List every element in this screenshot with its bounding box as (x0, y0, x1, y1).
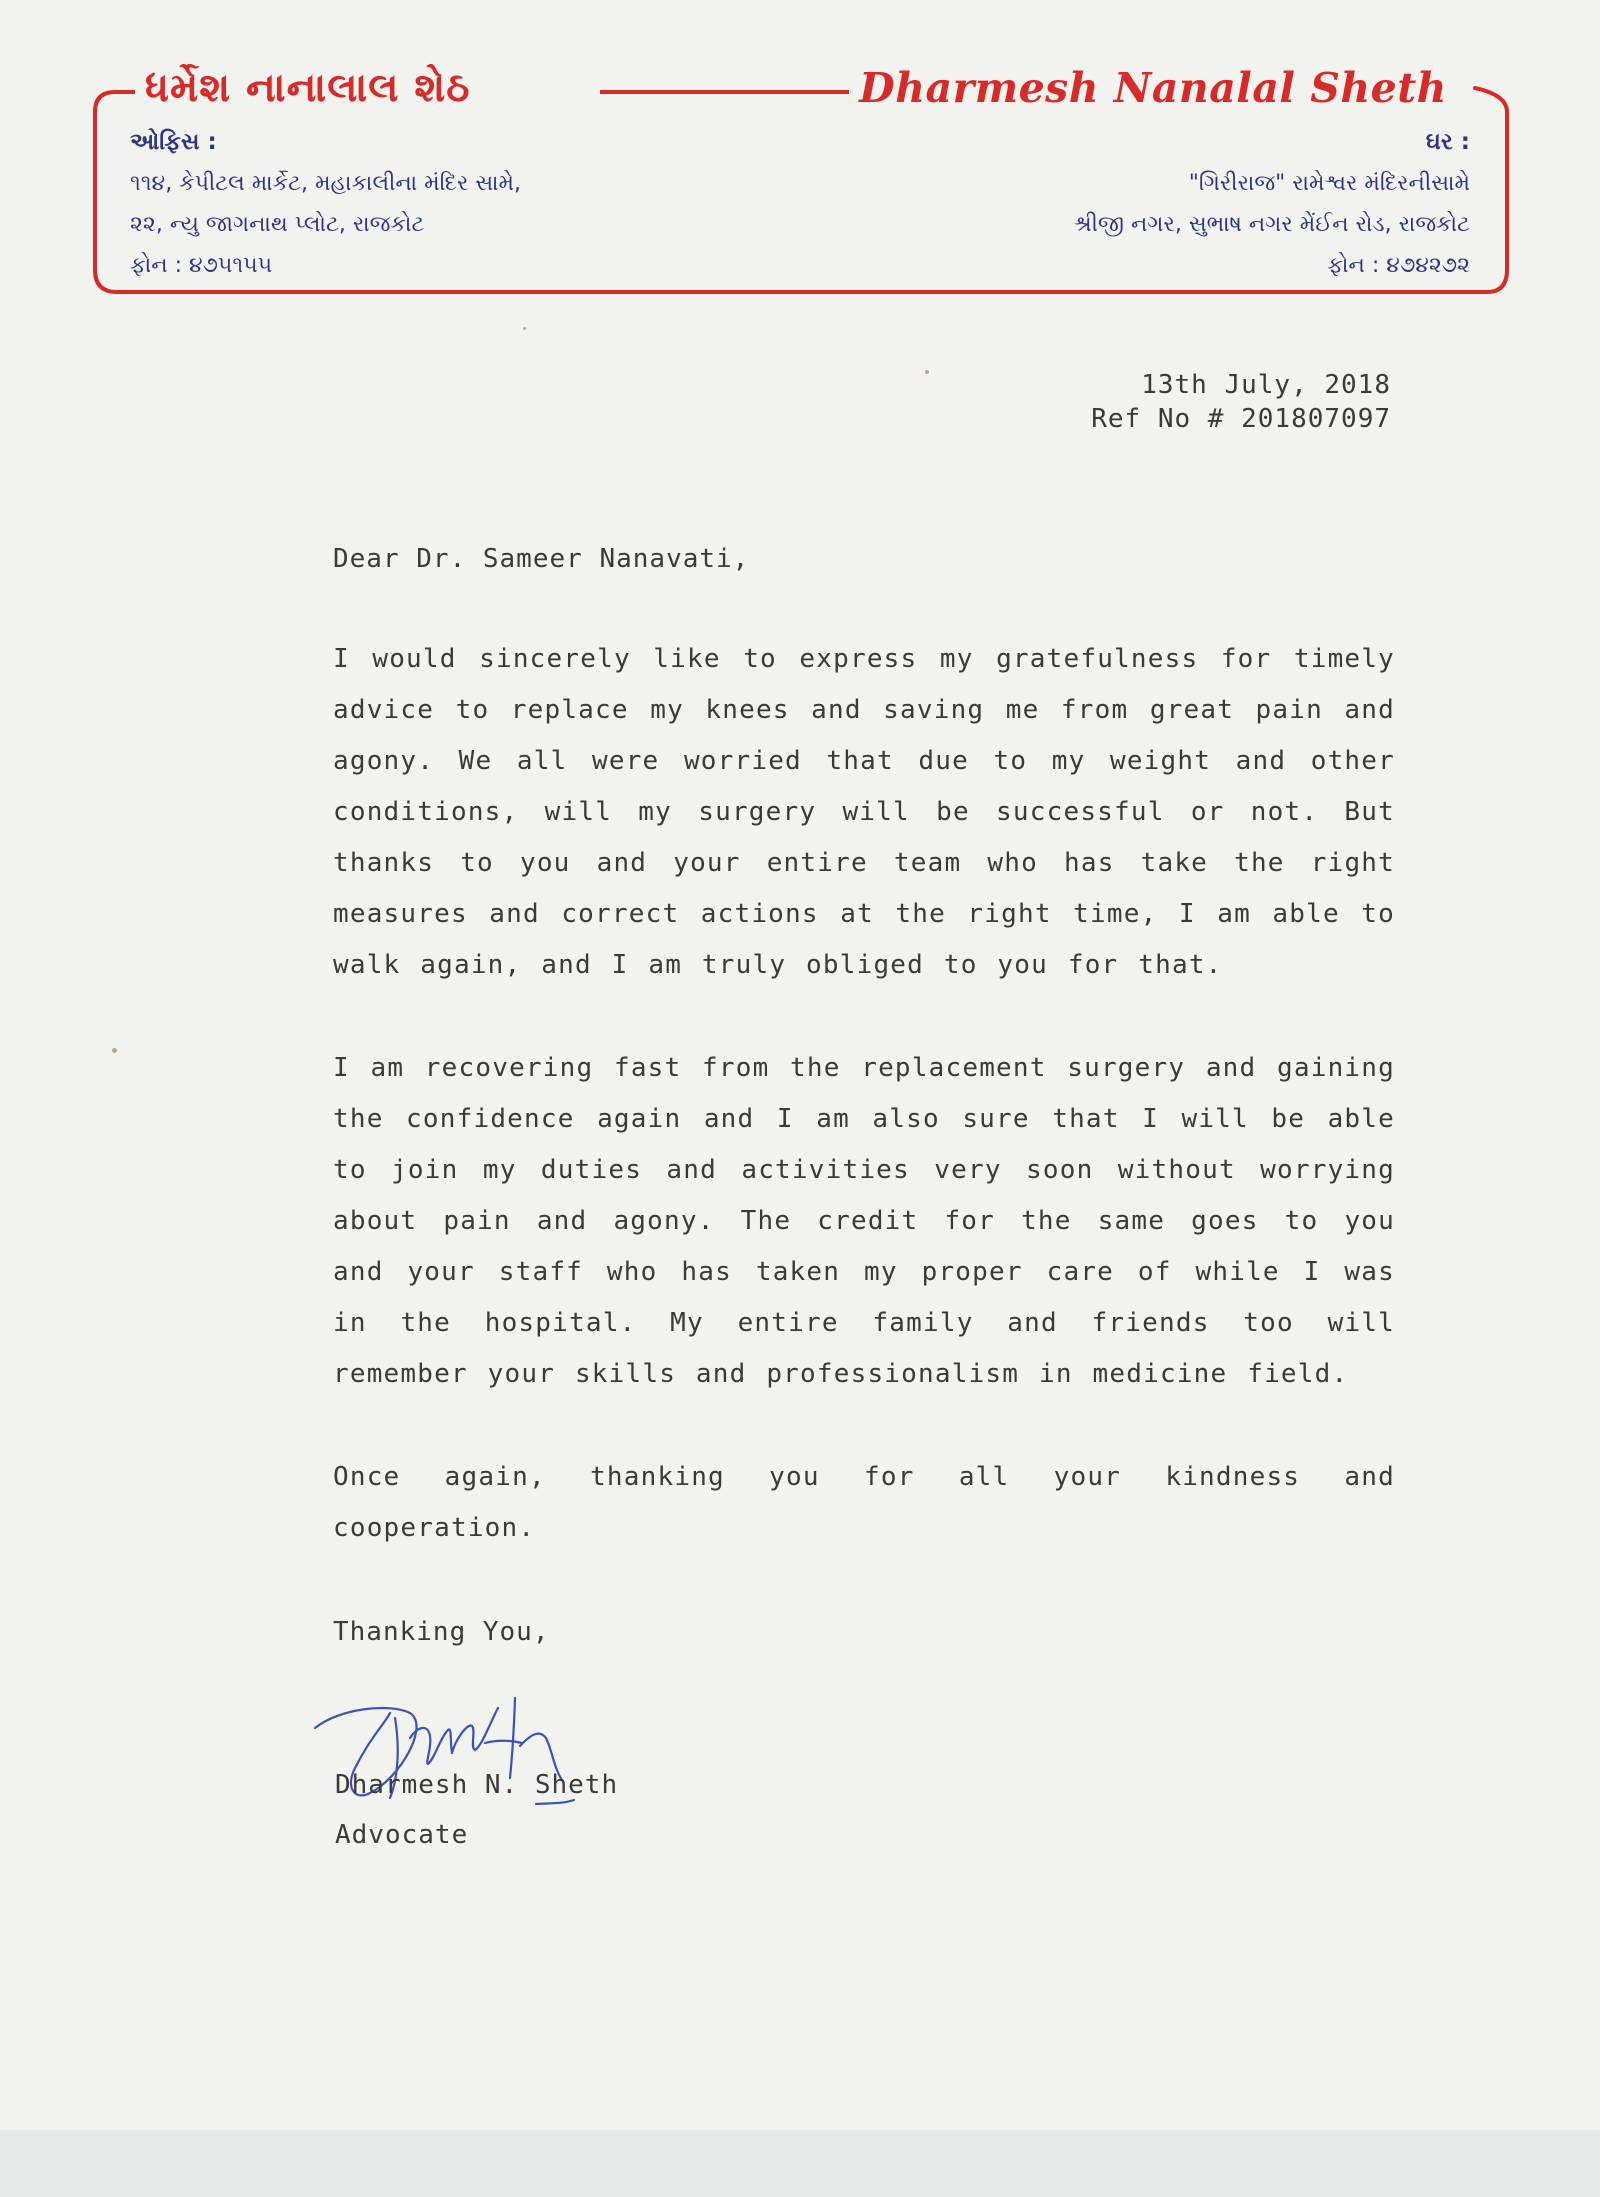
signatory-title: Advocate (335, 1820, 469, 1850)
scan-border-strip (0, 2130, 1600, 2197)
home-phone: ફોન : ૪૭૪૨૭૨ (1327, 253, 1470, 278)
office-address-line-2: ૨૨, ન્યુ જાગનાથ પ્લોટ, રાજકોટ (130, 212, 425, 237)
body-paragraph-1: I would sincerely like to express my gratefulness for timely advice to replace my knees and saving me from great pain and agony. We all were worried that due to my weight and other conditions, will my surgery will be successful or not. But thanks to you and your entire team who has take the right measures and correct actions at the right time, I am able to walk again, and I am truly obliged to you for that. (333, 644, 1395, 980)
letterhead (0, 0, 1600, 310)
body-paragraph-3: Once again, thanking you for all your kindness and cooperation. (333, 1462, 1395, 1543)
office-phone: ફોન : ૪૭૫૧૫૫ (130, 253, 273, 278)
home-address-block (1074, 122, 1470, 286)
letterhead-name-english: Dharmesh Nanalal Sheth (849, 62, 1457, 114)
reference-number: Ref No # 201807097 (1091, 404, 1391, 434)
home-address-line-1: "ગિરીરાજ" રામેશ્વર મંદિરનીસામે (1188, 171, 1470, 196)
closing: Thanking You, (333, 1617, 550, 1647)
paper-speck (523, 327, 526, 330)
office-address-line-1: ૧૧૪, કેપીટલ માર્કેટ, મહાકાલીના મંદિર સામે, (130, 171, 522, 196)
letterhead-name-gujarati: ધર્મેશ નાનાલાલ શેઠ (135, 62, 481, 114)
office-address-block (130, 122, 521, 286)
date-ref-block (1091, 368, 1391, 436)
paper-speck (112, 1048, 117, 1053)
salutation: Dear Dr. Sameer Nanavati, (333, 544, 750, 574)
paper-speck (925, 370, 929, 374)
signatory-name: Dharmesh N. Sheth (335, 1770, 619, 1800)
office-label: ઓફિસ : (130, 129, 217, 155)
home-label: ઘર : (1425, 129, 1470, 155)
home-address-line-2: શ્રીજી નગર, સુભાષ નગર મેંઈન રોડ, રાજકોટ (1073, 212, 1470, 237)
letter-date: 13th July, 2018 (1141, 370, 1391, 400)
body-paragraph-2: I am recovering fast from the replacement surgery and gaining the confidence again and I am also sure that I will be able to join my duties and activities very soon without worrying about pain and agony. The credit for the same goes to you and your staff who has taken my proper care of while I was in the hospital. My entire family and friends too will remember your skills and professionalism in medicine field. (333, 1053, 1395, 1389)
